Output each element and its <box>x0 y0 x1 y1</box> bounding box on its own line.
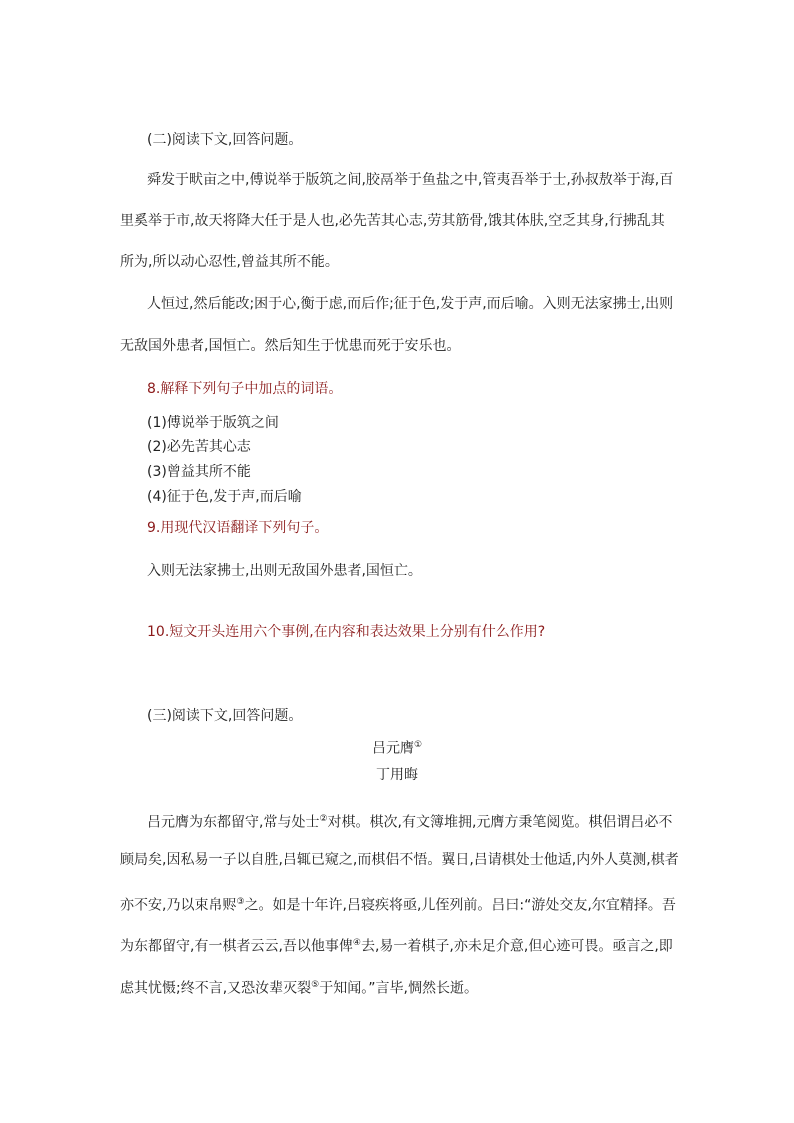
passage-line <box>147 810 672 832</box>
question-8-item: (2)必先苦其心志 <box>147 439 251 455</box>
passage-text: 之。如是十年许,吕寝疾将亟,儿侄列前。吕曰:“游处交友,尔宜精择。吾 <box>244 897 676 914</box>
footnote-mark: ② <box>319 814 328 824</box>
passage-line: 里奚举于市,故天将降大任于是人也,必先苦其心志,劳其筋骨,饿其体肤,空乏其身,行拂乱其 <box>120 213 665 229</box>
passage-text: 亦不安,乃以束帛赆 <box>120 897 237 914</box>
section3-heading: (三)阅读下文,回答问题。 <box>147 708 303 724</box>
passage-text: 对棋。棋次,有文簿堆拥,元膺方秉笔阅览。棋侣谓吕必不 <box>327 814 673 831</box>
footnote-mark: ① <box>413 740 423 750</box>
passage-line: 无敌国外患者,国恒亡。然后知生于忧患而死于安乐也。 <box>120 338 461 354</box>
question-8-item: (1)傅说举于版筑之间 <box>147 415 279 431</box>
passage-line <box>120 976 478 998</box>
question-10-prompt: 10.短文开头连用六个事例,在内容和表达效果上分别有什么作用? <box>147 624 546 640</box>
passage-line <box>120 934 673 956</box>
passage-line: 所为,所以动心忍性,曾益其所不能。 <box>120 254 339 270</box>
passage-text: 吕元膺为东都留守,常与处士 <box>147 814 320 831</box>
article-title-text: 吕元膺 <box>371 740 414 757</box>
question-8-item: (4)征于色,发于声,而后喻 <box>147 489 302 505</box>
section2-heading: (二)阅读下文,回答问题。 <box>147 132 303 148</box>
passage-line: 顾局矣,因私易一子以自胜,吕辄已窥之,而棋侣不悟。翼日,吕请棋处士他适,内外人莫测,棋者 <box>120 852 679 868</box>
question-9-sentence: 入则无法家拂士,出则无敌国外患者,国恒亡。 <box>147 563 422 579</box>
question-8-prompt: 8.解释下列句子中加点的词语。 <box>147 381 343 397</box>
passage-text: 于知闻。”言毕,惆然长逝。 <box>319 980 478 997</box>
passage-text: 为东都留守,有一棋者云云,吾以他事俾 <box>120 938 353 955</box>
article-title <box>0 736 794 758</box>
footnote-mark: ④ <box>352 938 361 948</box>
passage-line: 人恒过,然后能改;困于心,衡于虑,而后作;征于色,发于声,而后喻。入则无法家拂士,出则 <box>147 296 674 312</box>
question-8-item: (3)曾益其所不能 <box>147 464 251 480</box>
article-author: 丁用晦 <box>376 767 418 783</box>
footnote-mark: ⑤ <box>311 980 320 990</box>
passage-line <box>120 893 676 915</box>
passage-text: 去,易一着棋子,亦未足介意,但心迹可畏。亟言之,即 <box>360 938 673 955</box>
passage-text: 虑其忧慑;终不言,又恐汝辈灭裂 <box>120 980 312 997</box>
footnote-mark: ③ <box>236 897 245 907</box>
passage-line: 舜发于畎亩之中,傅说举于版筑之间,胶鬲举于鱼盐之中,管夷吾举于士,孙叔敖举于海,百 <box>147 172 674 188</box>
question-9-prompt: 9.用现代汉语翻译下列句子。 <box>147 520 329 536</box>
